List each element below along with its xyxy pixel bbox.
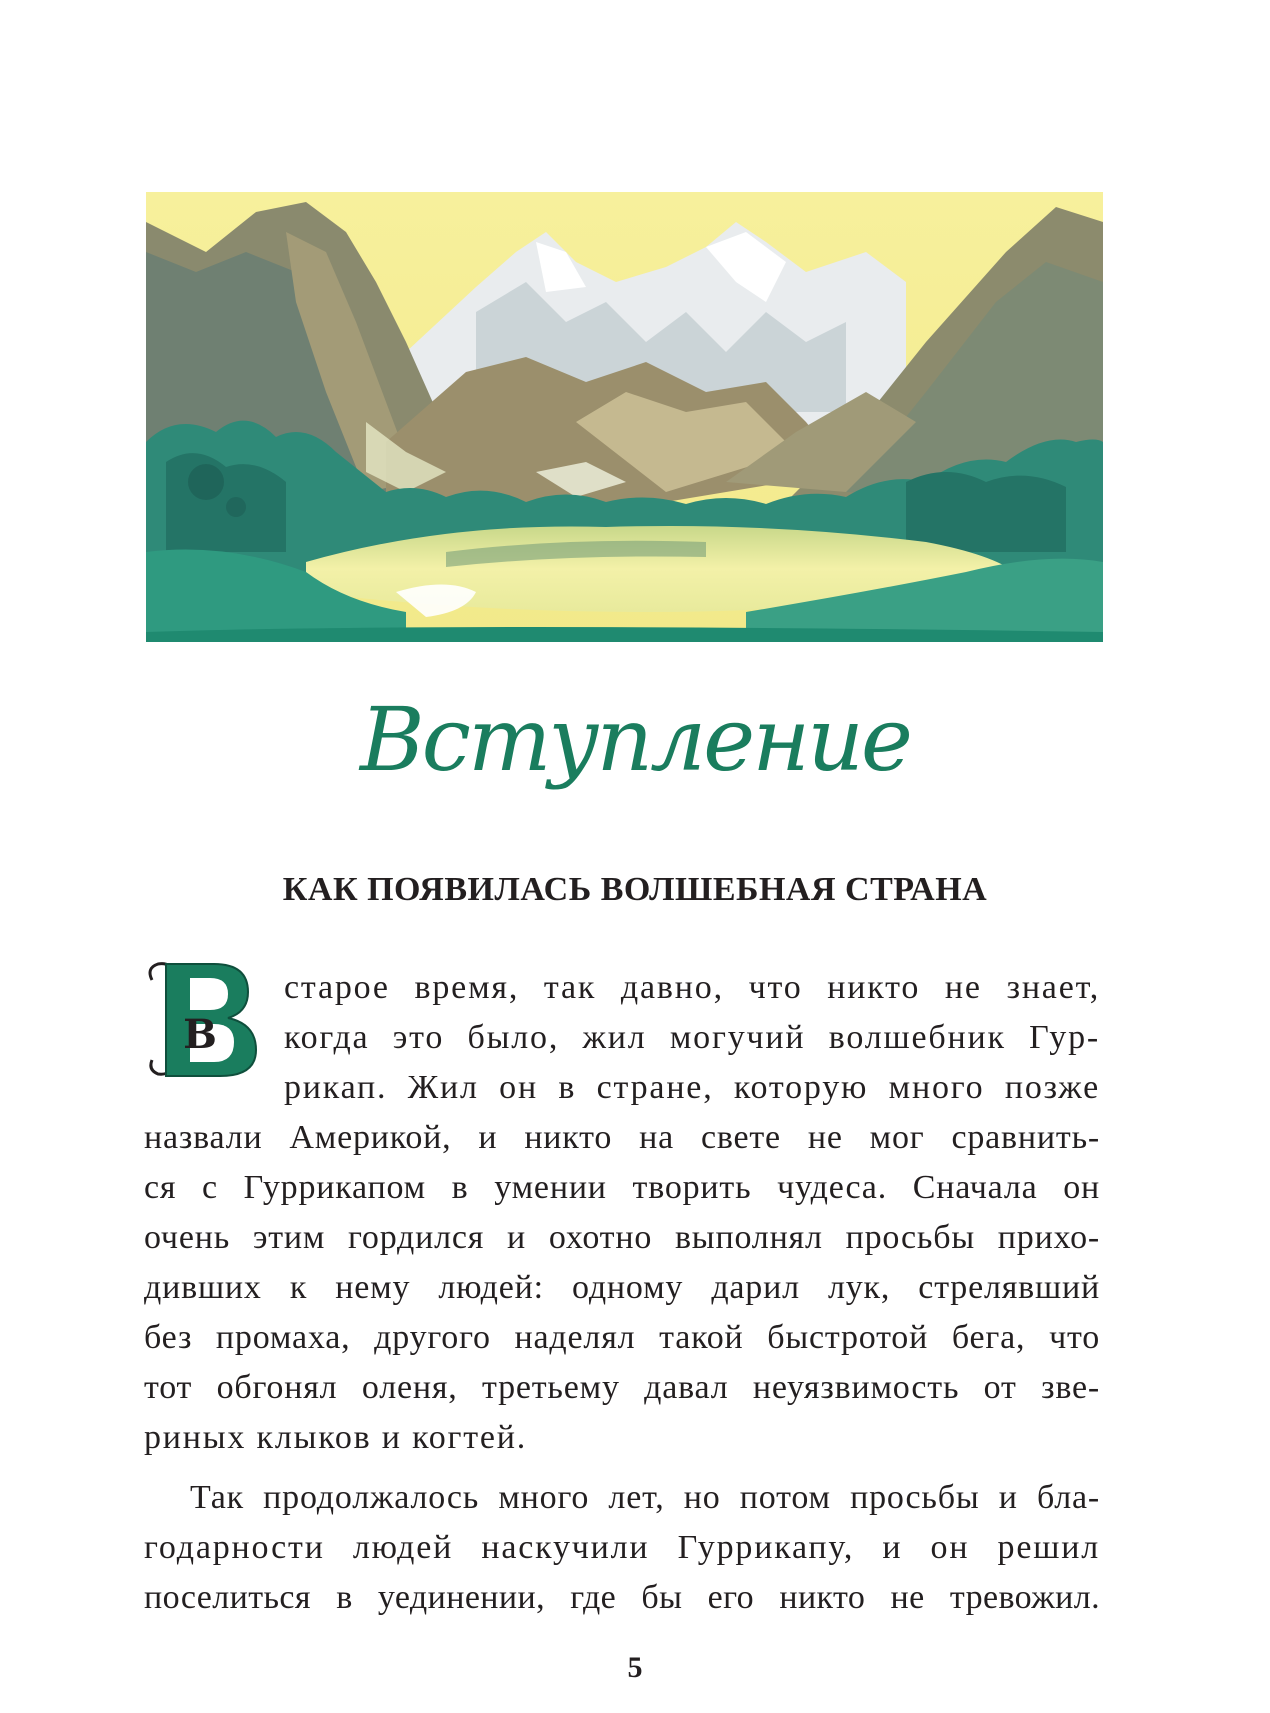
text-line: назвали Америкой, и никто на свете не мог сравнить- — [144, 1119, 1100, 1156]
chapter-title: Вступление — [360, 688, 910, 791]
mountain-lake-illustration — [146, 192, 1103, 642]
text-line: без промаха, другого наделял такой быстротой бега, что — [144, 1319, 1100, 1356]
text-line: поселиться в уединении, где бы его никто не тревожил. — [144, 1579, 1100, 1616]
text-line: годарности людей наскучили Гуррикапу, и он решил — [144, 1529, 1100, 1566]
section-heading: КАК ПОЯВИЛАСЬ ВОЛШЕБНАЯ СТРАНА — [282, 871, 988, 908]
text-line: рикап. Жил он в стране, которую много позже — [284, 1069, 1100, 1106]
text-line: Так продолжалось много лет, но потом просьбы и бла- — [190, 1479, 1100, 1516]
text-line: дивших к нему людей: одному дарил лук, стрелявший — [144, 1269, 1100, 1306]
page-number: 5 — [627, 1651, 643, 1684]
text-line: тот обгонял оленя, третьему давал неуязвимость от зве- — [144, 1369, 1100, 1406]
text-line: когда это было, жил могучий волшебник Гур- — [284, 1019, 1100, 1056]
text-line: старое время, так давно, что никто не знает, — [284, 969, 1100, 1006]
drop-cap-ornament — [144, 958, 266, 1082]
drop-cap-letter: В — [183, 1011, 217, 1058]
text-line: риных клыков и когтей. — [144, 1419, 528, 1456]
landscape-painting — [146, 192, 1103, 642]
text-line: ся с Гуррикапом в умении творить чудеса. Сначала он — [144, 1169, 1100, 1206]
drop-cap — [144, 958, 266, 1082]
text-line: очень этим гордился и охотно выполнял просьбы прихо- — [144, 1219, 1100, 1256]
